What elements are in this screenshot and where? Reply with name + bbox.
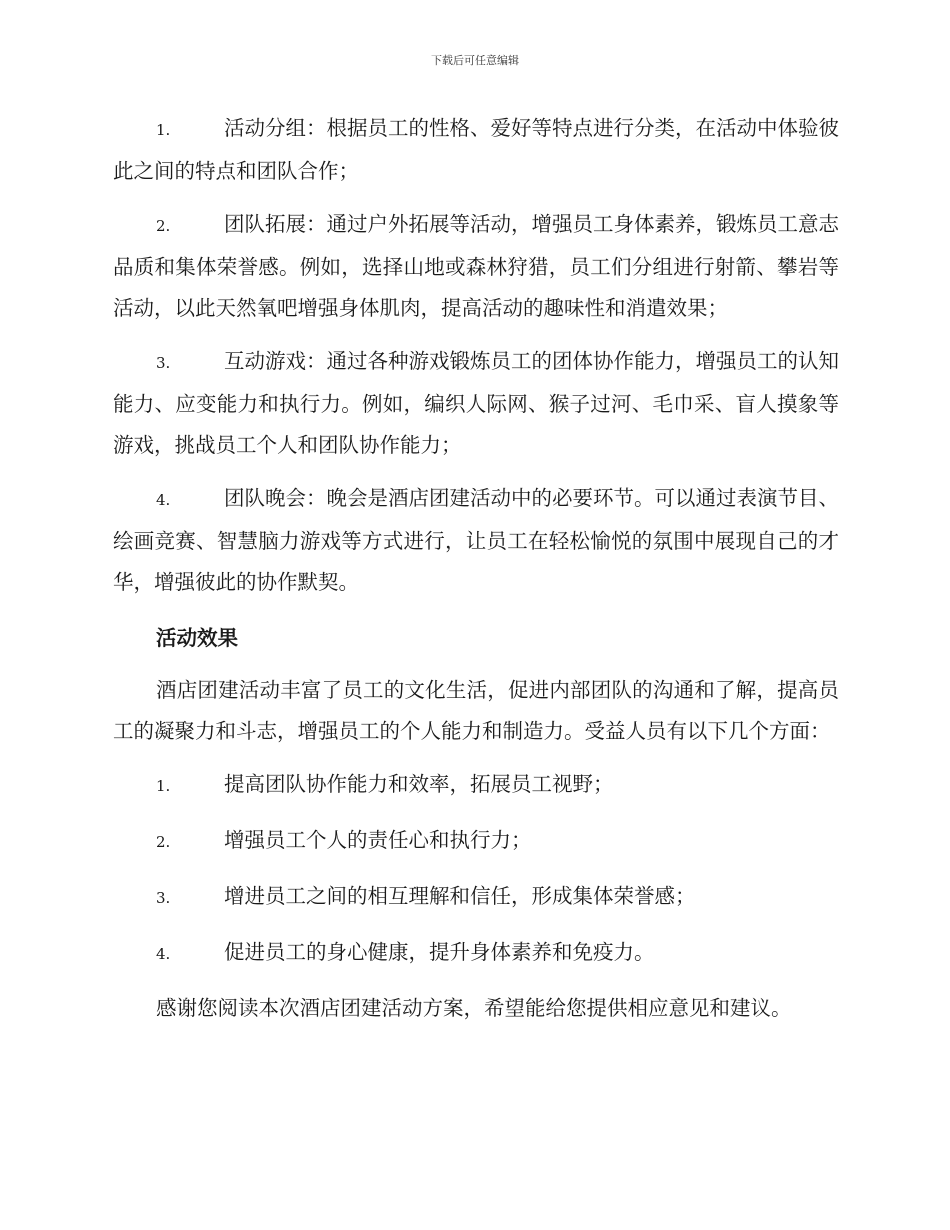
list-item	[113, 764, 839, 807]
list-item	[113, 204, 839, 329]
list-item	[113, 478, 839, 603]
list-text: 增进员工之间的相互理解和信任，形成集体荣誉感；	[224, 884, 696, 908]
list-item	[113, 820, 839, 863]
list-number: 3.	[156, 354, 171, 372]
section-intro: 酒店团建活动丰富了员工的文化生活，促进内部团队的沟通和了解，提高员工的凝聚力和斗志，增强员工的个人能力和制造力。受益人员有以下几个方面：	[113, 678, 839, 743]
list-text: 提高团队协作能力和效率，拓展员工视野；	[224, 772, 614, 796]
list-number: 2.	[156, 833, 171, 851]
closing-paragraph: 感谢您阅读本次酒店团建活动方案，希望能给您提供相应意见和建议。	[156, 996, 792, 1020]
list-item	[113, 341, 839, 466]
document-body	[113, 108, 839, 1029]
list-number: 1.	[156, 777, 171, 795]
list-text: 团队晚会：晚会是酒店团建活动中的必要环节。可以通过表演节目、绘画竞赛、智慧脑力游戏等方式进行，让员工在轻松愉悦的氛围中展现自己的才华，增强彼此的协作默契。	[113, 486, 839, 594]
list-number: 1.	[156, 121, 171, 139]
list-number: 4.	[156, 491, 171, 509]
list-item	[113, 108, 839, 192]
page-header: 下载后可任意编辑	[431, 54, 519, 67]
list-number: 3.	[156, 889, 171, 907]
section-heading: 活动效果	[156, 626, 238, 650]
list-item	[113, 932, 839, 975]
list-text: 团队拓展：通过户外拓展等活动，增强员工身体素养，锻炼员工意志品质和集体荣誉感。例如，选择山地或森林狩猎，员工们分组进行射箭、攀岩等活动，以此天然氧吧增强身体肌肉，提高活动的趣味性和消遣效果；	[113, 212, 839, 320]
list-number: 4.	[156, 945, 171, 963]
list-text: 促进员工的身心健康，提升身体素养和免疫力。	[224, 940, 655, 964]
list-text: 增强员工个人的责任心和执行力；	[224, 828, 532, 852]
list-item	[113, 876, 839, 919]
list-text: 互动游戏：通过各种游戏锻炼员工的团体协作能力，增强员工的认知能力、应变能力和执行力。例如，编织人际网、猴子过河、毛巾采、盲人摸象等游戏，挑战员工个人和团队协作能力；	[113, 349, 839, 457]
list-text: 活动分组：根据员工的性格、爱好等特点进行分类，在活动中体验彼此之间的特点和团队合作；	[113, 116, 839, 183]
list-number: 2.	[156, 217, 171, 235]
